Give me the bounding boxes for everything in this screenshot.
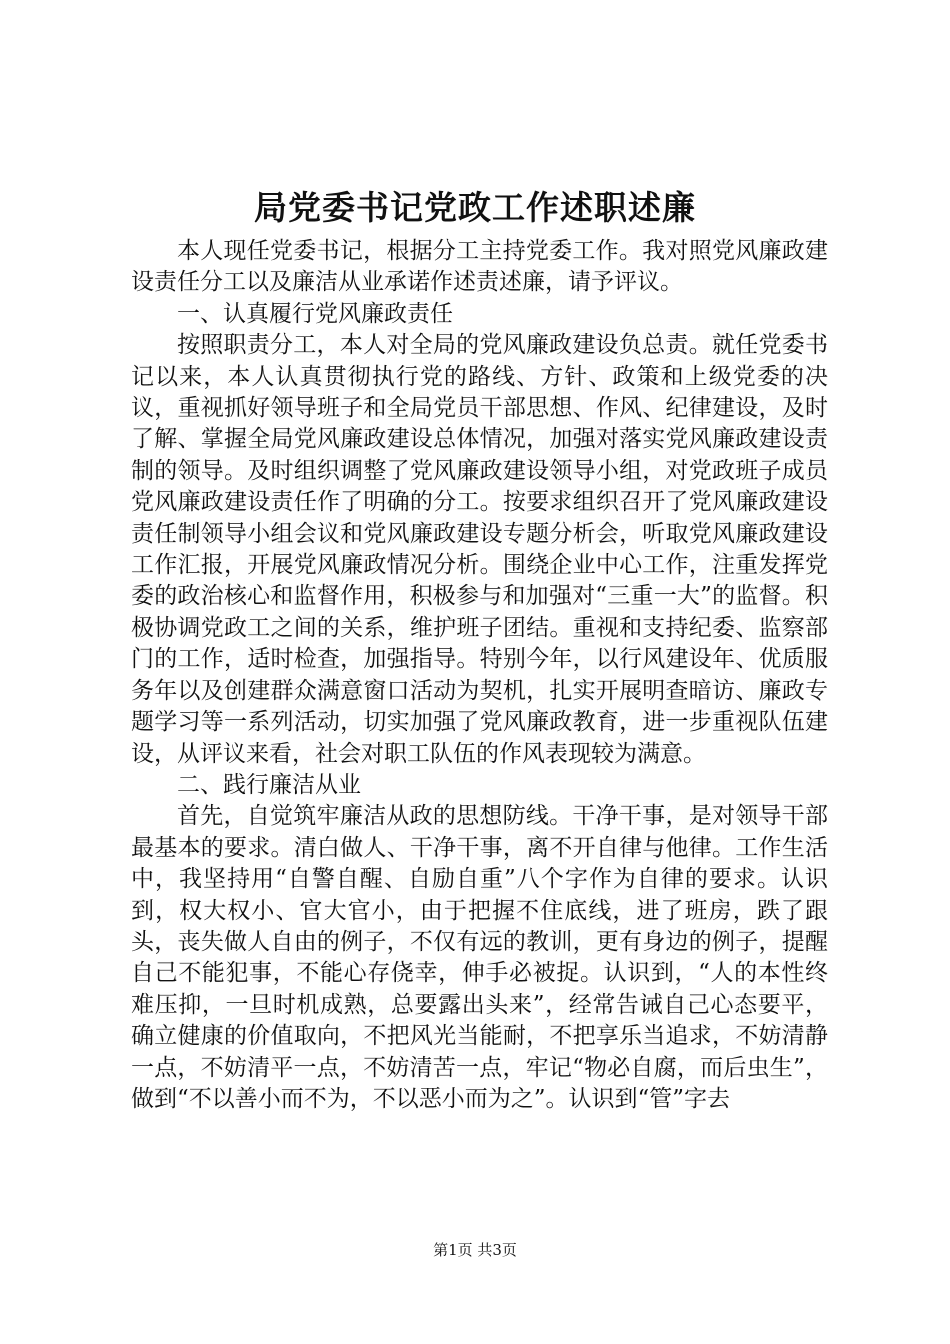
paragraph-section-1: 按照职责分工，本人对全局的党风廉政建设负总责。就任党委书记以来，本人认真贯彻执行党的路线、方针、政策和上级党委的决议，重视抓好领导班子和全局党员干部思想、作风、纪律建设，及时了解、掌握全局党风廉政建设总体情况，加强对落实党风廉政建设责制的领导。及时组织调整了党风廉政建设领导小组，对党政班子成员党风廉政建设责任作了明确的分工。按要求组织召开了党风廉政建设责任制领导小组会议和党风廉政建设专题分析会，听取党风廉政建设工作汇报，开展党风廉政情况分析。围绕企业中心工作，注重发挥党委的政治核心和监督作用，积极参与和加强对“三重一大”的监督。积极协调党政工之间的关系，维护班子团结。重视和支持纪委、监察部门的工作，适时检查，加强指导。特别今年，以行风建设年、优质服务年以及创建群众满意窗口活动为契机，扎实开展明查暗访、廉政专题学习等一系列活动，切实加强了党风廉政教育，进一步重视队伍建设，从评议来看，社会对职工队伍的作风表现较为满意。 <box>131 332 828 767</box>
document-title: 局党委书记党政工作述职述廉 <box>254 188 696 227</box>
section-heading-2: 二、践行廉洁从业 <box>177 771 361 798</box>
section-heading-1: 一、认真履行党风廉政责任 <box>177 300 453 327</box>
page-number: 第1页 共3页 <box>433 1241 517 1259</box>
paragraph-section-2: 首先，自觉筑牢廉洁从政的思想防线。干净干事，是对领导干部最基本的要求。清白做人、干净干事，离不开自律与他律。工作生活中，我坚持用“自警自醒、自励自重”八个字作为自律的要求。认识到，权大权小、官大官小，由于把握不住底线，进了班房，跌了跟头，丧失做人自由的例子，不仅有远的教训，更有身边的例子，提醒自己不能犯事，不能心存侥幸，伸手必被捉。认识到，“人的本性终难压抑，一旦时机成熟，总要露出头来”，经常告诫自己心态要平，确立健康的价值取向，不把风光当能耐，不把享乐当追求，不妨清静一点，不妨清平一点，不妨清苦一点，牢记“物必自腐，而后虫生”，做到“不以善小而不为，不以恶小而为之”。认识到“管”字去 <box>131 803 828 1112</box>
document-body <box>131 236 828 1115</box>
paragraph-intro: 本人现任党委书记，根据分工主持党委工作。我对照党风廉政建设责任分工以及廉洁从业承诺作述责述廉，请予评议。 <box>131 238 828 296</box>
